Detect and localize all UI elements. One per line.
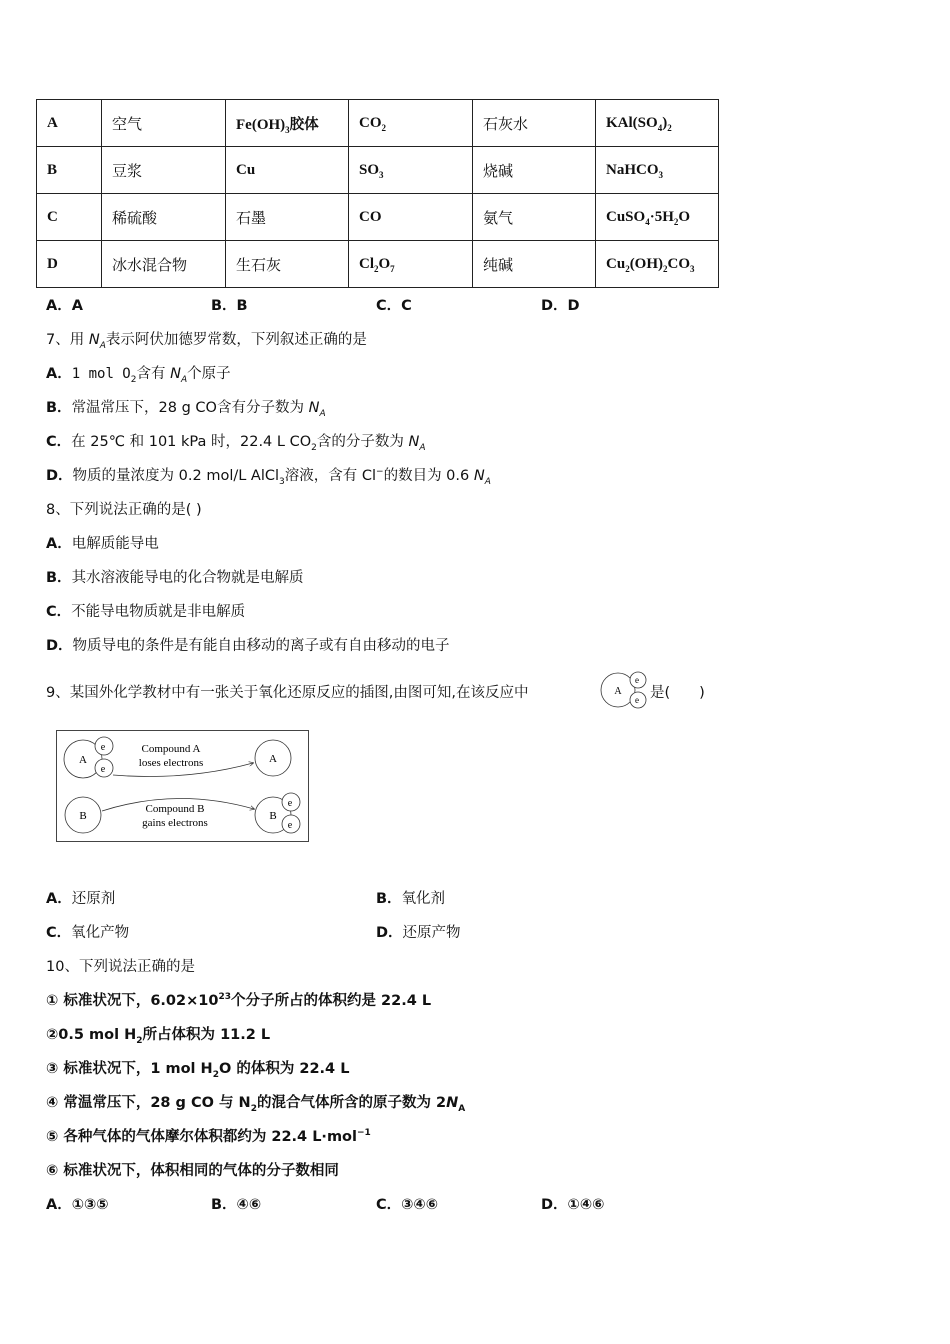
table-cell: 石灰水 — [473, 100, 596, 147]
q10-option-a[interactable]: A．①③⑤ — [46, 1197, 109, 1213]
atom-b-label: B — [79, 810, 87, 822]
redox-diagram — [56, 730, 309, 842]
q8-option-a[interactable]: A．电解质能导电 — [46, 536, 159, 552]
compound-b-desc: gains electrons — [142, 817, 208, 829]
svg-text:e: e — [635, 695, 639, 705]
table-cell: $Cu_2(OH)_2CO_3$ — [596, 241, 719, 288]
table-row — [37, 100, 719, 147]
q10-statement-5: ⑤ 各种气体的气体摩尔体积都约为 22.4 L·mol$^{-1}$ — [46, 1128, 371, 1145]
q8-option-c[interactable]: C．不能导电物质就是非电解质 — [46, 604, 246, 620]
q9-option-a[interactable]: A．还原剂 — [46, 891, 116, 907]
q7-option-d[interactable]: D．物质的量浓度为 0.2 mol/L AlCl$_3$溶液，含有 Cl−的数目为 0.6 $N_A$ — [46, 467, 491, 487]
q10-stem: 10、下列说法正确的是 — [46, 959, 195, 975]
q10-statement-2: ②0.5 mol $H_2$所占体积为 11.2 L — [46, 1027, 271, 1046]
table-cell: Cu — [226, 147, 349, 194]
svg-text:e: e — [635, 675, 639, 685]
row-label: B — [37, 147, 102, 194]
table-cell: 豆浆 — [102, 147, 226, 194]
atom-a-label: A — [79, 754, 87, 766]
electron-label: e — [100, 764, 106, 775]
svg-text:A: A — [614, 686, 622, 697]
table-cell: 烧碱 — [473, 147, 596, 194]
compound-a-desc: loses electrons — [138, 757, 204, 769]
compound-b-title: Compound B — [145, 803, 205, 815]
q8-stem: 8、下列说法正确的是( ) — [46, 502, 202, 518]
table-cell: $SO_3$ — [349, 147, 473, 194]
electron-label: e — [287, 820, 293, 831]
q7-option-a[interactable]: A．1 mol $O_2$含有 $N_A$个原子 — [46, 366, 231, 385]
q6-option-c[interactable]: C．C — [376, 298, 412, 314]
q8-option-b[interactable]: B．其水溶液能导电的化合物就是电解质 — [46, 570, 304, 586]
atom-a-product-label: A — [269, 753, 277, 765]
q10-option-d[interactable]: D．①④⑥ — [541, 1197, 605, 1213]
row-label: D — [37, 241, 102, 288]
q10-option-b[interactable]: B．④⑥ — [211, 1197, 262, 1213]
table-cell: 氨气 — [473, 194, 596, 241]
table-cell: 空气 — [102, 100, 226, 147]
table-cell: $CuSO_4\cdot 5H_2O$ — [596, 194, 719, 241]
electron-label: e — [287, 798, 293, 809]
atom-a-with-electrons-icon — [598, 668, 650, 712]
table-cell: $KAl(SO_4)_2$ — [596, 100, 719, 147]
q8-option-d[interactable]: D．物质导电的条件是有能自由移动的离子或有自由移动的电子 — [46, 638, 450, 654]
q9-option-b[interactable]: B．氧化剂 — [376, 891, 446, 907]
row-label: C — [37, 194, 102, 241]
table-row — [37, 147, 719, 194]
q6-option-d[interactable]: D．D — [541, 298, 580, 314]
table-cell: 冰水混合物 — [102, 241, 226, 288]
q9-option-d[interactable]: D．还原产物 — [376, 925, 461, 941]
q10-option-c[interactable]: C．③④⑥ — [376, 1197, 438, 1213]
q9-stem-tail: 是( ) — [650, 685, 705, 701]
q9-option-c[interactable]: C．氧化产物 — [46, 925, 130, 941]
table-cell: 稀硫酸 — [102, 194, 226, 241]
table-cell: 纯碱 — [473, 241, 596, 288]
table-cell: $Cl_2O_7$ — [349, 241, 473, 288]
q6-option-b[interactable]: B．B — [211, 298, 248, 314]
row-label: A — [37, 100, 102, 147]
table-cell: 生石灰 — [226, 241, 349, 288]
q9-stem: 9、某国外化学教材中有一张关于氧化还原反应的插图,由图可知,在该反应中 — [46, 685, 529, 701]
table-cell: 石墨 — [226, 194, 349, 241]
electron-label: e — [100, 742, 106, 753]
table-row — [37, 194, 719, 241]
table-cell: CO — [349, 194, 473, 241]
atom-b-product-label: B — [269, 810, 277, 822]
q7-option-b[interactable]: B．常温常压下，28 g CO含有分子数为 $N_A$ — [46, 400, 326, 419]
q7-option-c[interactable]: C．在 25℃ 和 101 kPa 时，22.4 L $CO_2$含的分子数为 $N_A$ — [46, 434, 426, 453]
q7-stem: 7、用 $N_A$表示阿伏加德罗常数，下列叙述正确的是 — [46, 332, 367, 351]
q6-option-a[interactable]: A．A — [46, 298, 83, 314]
table-cell: $CO_2$ — [349, 100, 473, 147]
q10-statement-1: ① 标准状况下，$6.02\times 10^{23}$个分子所占的体积约是 22.4 L — [46, 992, 432, 1009]
table-cell: NaHCO$_3$ — [596, 147, 719, 194]
classification-table — [36, 99, 719, 288]
table-row — [37, 241, 719, 288]
q10-statement-6: ⑥ 标准状况下，体积相同的气体的分子数相同 — [46, 1163, 339, 1179]
q10-statement-4: ④ 常温常压下，28 g CO 与 $N_2$的混合气体所含的原子数为 $2N_A$ — [46, 1095, 466, 1114]
compound-a-title: Compound A — [141, 743, 201, 755]
table-cell: $Fe(OH)_3$胶体 — [226, 100, 349, 147]
q10-statement-3: ③ 标准状况下，1 mol $H_2O$ 的体积为 22.4 L — [46, 1061, 350, 1080]
